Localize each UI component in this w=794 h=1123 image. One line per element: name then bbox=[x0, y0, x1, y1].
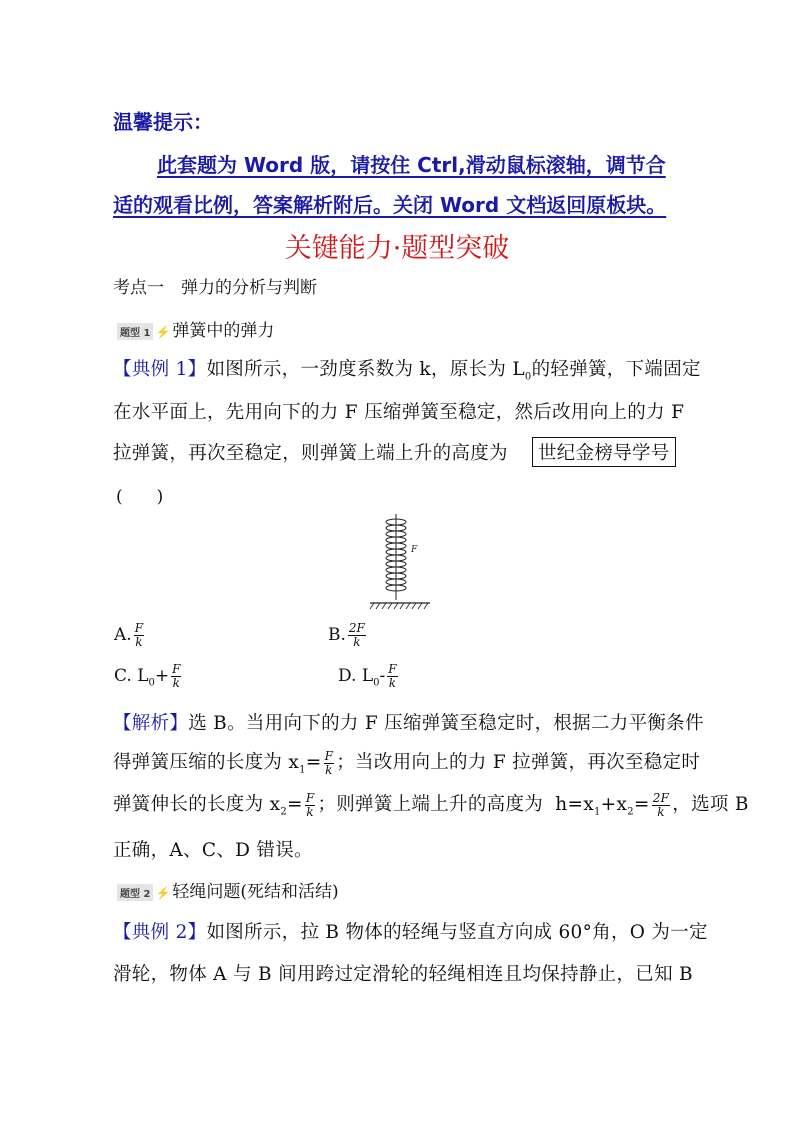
warm-tip-line-2: 适的观看比例，答案解析附后。关闭 Word 文档返回原板块。 bbox=[113, 193, 667, 217]
example-text: 如图所示，拉 B 物体的轻绳与竖直方向成 60°角，O 为一定 bbox=[206, 922, 708, 943]
example-2-line-2: 滑轮，物体 A 与 B 间用跨过定滑轮的轻绳相连且均保持静止，已知 B bbox=[113, 964, 693, 985]
analysis-line-2: 得弹簧压缩的长度为 $x_1=$ $\frac{F}{k}$ ；当改用向上的力 F 拉弹簧，再次至稳定时 bbox=[113, 748, 701, 777]
type-badge: 题型 2 bbox=[117, 884, 153, 901]
fraction: $\frac{2F}{k}$ bbox=[652, 790, 670, 819]
analysis-label: 【解析】 bbox=[113, 713, 189, 734]
lightning-icon: ⚡ bbox=[155, 885, 171, 900]
type-badge: 题型 1 bbox=[117, 323, 153, 340]
example-1-line-2: 在水平面上，先用向下的力 F 压缩弹簧至稳定，然后改用向上的力 F bbox=[113, 402, 685, 423]
spring-figure bbox=[364, 510, 434, 612]
ground-hatch bbox=[370, 603, 428, 609]
example-label: 【典例 1】 bbox=[113, 359, 207, 380]
example-1-line-3 bbox=[113, 439, 508, 465]
example-text: 如图所示，一劲度系数为 k，原长为 L bbox=[206, 359, 525, 380]
source-box: 世纪金榜导学号 bbox=[532, 437, 676, 467]
example-label: 【典例 2】 bbox=[113, 922, 207, 943]
example-text: 拉弹簧，再次至稳定，则弹簧上端上升的高度为 bbox=[113, 443, 508, 464]
option-label: D. L bbox=[338, 666, 374, 686]
option-a bbox=[114, 622, 146, 649]
analysis-text: 选 B。当用向下的力 F 压缩弹簧至稳定时，根据二力平衡条件 bbox=[188, 713, 704, 734]
answer-paren: ( ) bbox=[116, 487, 164, 507]
option-label: A. bbox=[114, 625, 132, 645]
section-heading: 关键能力·题型突破 bbox=[284, 233, 510, 264]
analysis-line-4: 正确，A、C、D 错误。 bbox=[113, 840, 313, 861]
analysis-line-3: 弹簧伸长的长度为 $x_2=$ $\frac{F}{k}$ ；则弹簧上端上升的高度为 $h=x_1+x_2=$ $\frac{2F}{k}$ ，选项 B bbox=[113, 790, 749, 819]
fraction: $\frac{F}{k}$ bbox=[324, 748, 334, 777]
example-1-line-1 bbox=[113, 355, 701, 383]
option-b bbox=[328, 622, 368, 649]
option-c: C. $L_0+$ $\frac{F}{k}$ bbox=[114, 662, 181, 690]
spring-coil bbox=[386, 514, 406, 600]
warm-tip-line-1: 此套题为 Word 版，请按住 Ctrl,滑动鼠标滚轴，调节合 bbox=[157, 153, 666, 177]
option-label: B. bbox=[328, 625, 346, 645]
question-type-2 bbox=[117, 877, 339, 902]
lightning-icon: ⚡ bbox=[155, 324, 171, 339]
fraction: $\frac{F}{k}$ bbox=[172, 662, 181, 690]
subscript: 0 bbox=[524, 371, 532, 383]
force-label: F bbox=[411, 545, 418, 555]
example-2-line-1 bbox=[113, 918, 708, 944]
topic-title: 考点一 弹力的分析与判断 bbox=[113, 278, 317, 298]
example-text: 的轻弹簧，下端固定 bbox=[531, 359, 701, 380]
analysis-line-1 bbox=[113, 709, 704, 735]
type-title: 弹簧中的弹力 bbox=[172, 321, 275, 341]
option-d: D. $L_0-$ $\frac{F}{k}$ bbox=[338, 662, 397, 690]
option-label: C. L bbox=[114, 666, 149, 686]
fraction: $\frac{F}{k}$ bbox=[388, 662, 397, 690]
warm-tip-title: 温馨提示： bbox=[113, 110, 213, 134]
fraction: $\frac{F}{k}$ bbox=[305, 790, 315, 819]
question-type-1 bbox=[117, 316, 274, 341]
fraction: $\frac{2F}{k}$ bbox=[348, 621, 365, 649]
fraction: $\frac{F}{k}$ bbox=[134, 621, 144, 649]
type-title: 轻绳问题(死结和活结) bbox=[172, 882, 339, 902]
